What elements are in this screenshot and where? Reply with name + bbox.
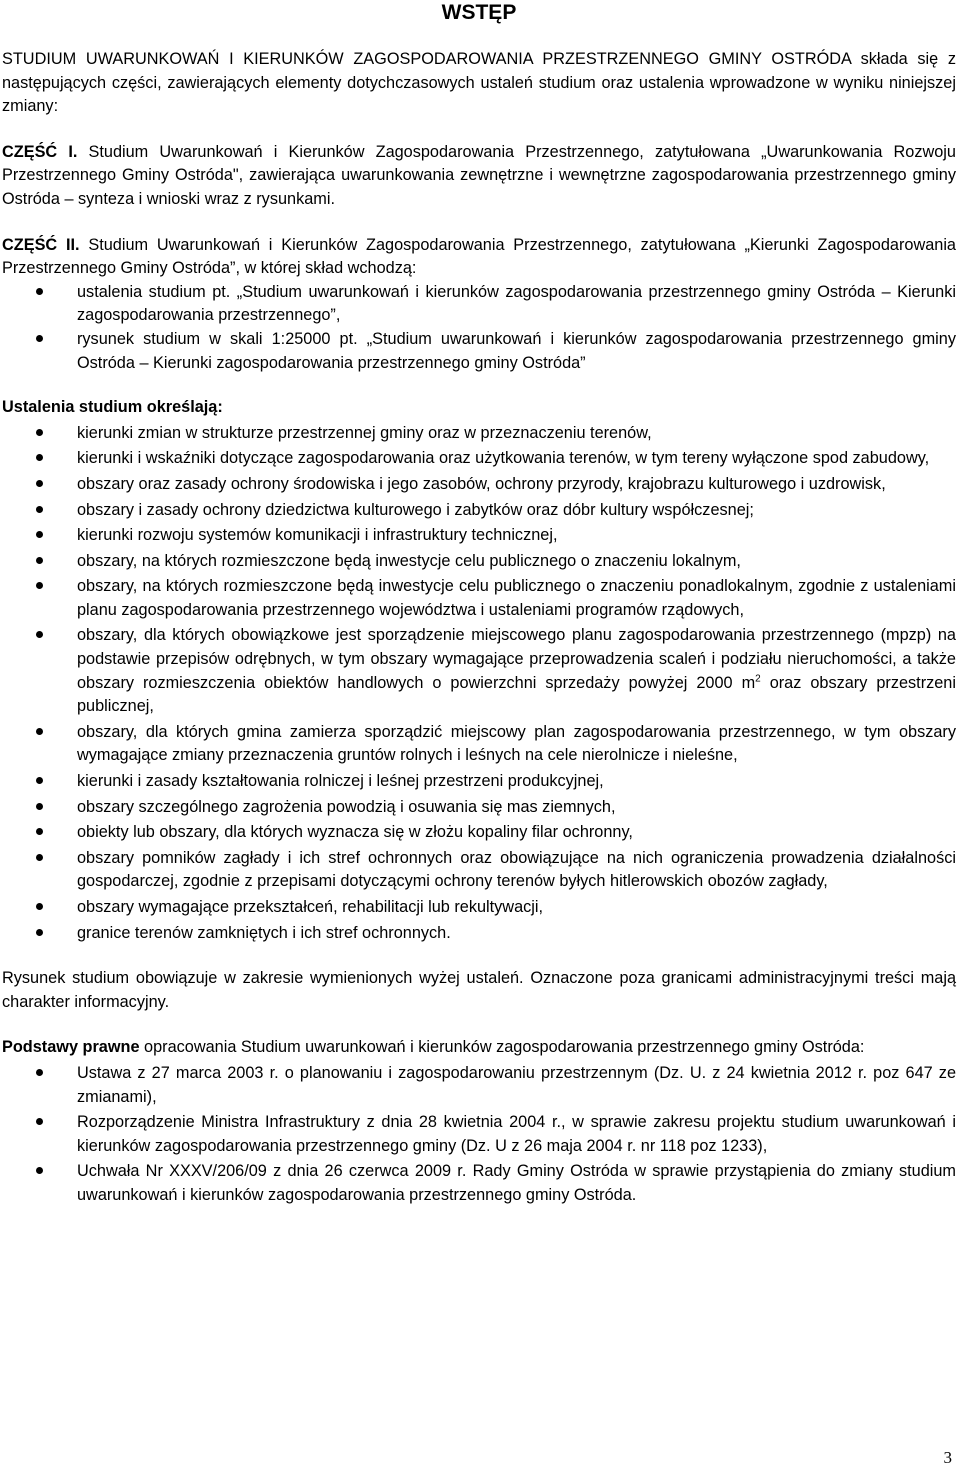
legal-basis-list bbox=[2, 1062, 956, 1208]
bullet-icon bbox=[36, 828, 43, 835]
list-item: Rozporządzenie Ministra Infrastruktury z dnia 28 kwietnia 2004 r., w sprawie zakresu projektu studium uwarunkowań i kierunków zagospodarowania przestrzennego gminy (Dz. U z 26 maja 2004 r. nr 118 poz 1233), bbox=[2, 1111, 956, 1158]
legal-basis-text: opracowania Studium uwarunkowań i kierunków zagospodarowania przestrzennego gminy Ostróda: bbox=[139, 1038, 865, 1057]
part-2-text: Studium Uwarunkowań i Kierunków Zagospodarowania Przestrzennego, zatytułowana „Kierunki Zagospodarowania Przestrzennego Gminy Ostróda”, w której skład wchodzą: bbox=[2, 235, 956, 278]
list-item: kierunki i zasady kształtowania rolniczej i leśnej przestrzeni produkcyjnej, bbox=[2, 770, 956, 794]
list-item: kierunki rozwoju systemów komunikacji i infrastruktury technicznej, bbox=[2, 524, 956, 548]
list-item: obszary, na których rozmieszczone będą inwestycje celu publicznego o znaczeniu ponadlokalnym, zgodnie z ustaleniami planu zagospodarowania przestrzennego województwa i ustaleniami programów rządowych, bbox=[2, 575, 956, 622]
bullet-icon bbox=[36, 854, 43, 861]
list-item: obszary oraz zasady ochrony środowiska i jego zasobów, ochrony przyrody, krajobrazu kulturowego i uzdrowisk, bbox=[2, 473, 956, 497]
list-item: Ustawa z 27 marca 2003 r. o planowaniu i zagospodarowaniu przestrzennym (Dz. U. z 24 kwietnia 2012 r. poz 647 ze zmianami), bbox=[2, 1062, 956, 1109]
part-2-list bbox=[2, 281, 956, 375]
list-item: rysunek studium w skali 1:25000 pt. „Studium uwarunkowań i kierunków zagospodarowania przestrzennego gminy Ostróda – Kierunki zagospodarowania przestrzennego gminy Ostróda” bbox=[2, 328, 956, 375]
list-item: ustalenia studium pt. „Studium uwarunkowań i kierunków zagospodarowania przestrzennego gminy Ostróda – Kierunki zagospodarowania przestrzennego”, bbox=[2, 281, 956, 328]
list-item: obszary, dla których obowiązkowe jest sporządzenie miejscowego planu zagospodarowania przestrzennego (mpzp) na podstawie przepisów odrębnych, w tym obszary wymagające przeprowadzenia scaleń i podziału nieruchomości, a także obszary rozmieszczenia obiektów handlowych o powierzchni sprzedaży powyżej 2000 $m^2$ oraz obszary przestrzeni publicznej, bbox=[2, 624, 956, 718]
drawing-note-paragraph: Rysunek studium obowiązuje w zakresie wymienionych wyżej ustaleń. Oznaczone poza granicami administracyjnymi treści mają charakter informacyjny. bbox=[2, 969, 956, 1011]
document-content bbox=[2, 0, 956, 1208]
bullet-icon bbox=[36, 1118, 43, 1125]
bullet-icon bbox=[36, 480, 43, 487]
bullet-icon bbox=[36, 429, 43, 436]
bullet-icon bbox=[36, 557, 43, 564]
legal-basis-paragraph bbox=[2, 1036, 956, 1060]
bullet-icon bbox=[36, 929, 43, 936]
part-2-paragraph bbox=[2, 234, 956, 281]
list-item: obszary pomników zagłady i ich stref ochronnych oraz obowiązujące na nich ograniczenia prowadzenia działalności gospodarczej, zgodnie z przepisami dotyczącymi ochrony terenów byłych hitlerowskich obozów zagłady, bbox=[2, 847, 956, 894]
bullet-icon bbox=[36, 454, 43, 461]
part-1-paragraph bbox=[2, 141, 956, 212]
part-2-heading: CZĘŚĆ II. bbox=[2, 235, 80, 254]
list-item: obszary szczególnego zagrożenia powodzią i osuwania się mas ziemnych, bbox=[2, 796, 956, 820]
list-item: obiekty lub obszary, dla których wyznacza się w złożu kopaliny filar ochronny, bbox=[2, 821, 956, 845]
bullet-icon bbox=[36, 803, 43, 810]
bullet-icon bbox=[36, 728, 43, 735]
findings-heading: Ustalenia studium określają: bbox=[2, 398, 223, 417]
list-item: kierunki zmian w strukturze przestrzennej gminy oraz w przeznaczeniu terenów, bbox=[2, 422, 956, 446]
part-1-heading: CZĘŚĆ I. bbox=[2, 142, 78, 161]
list-item: kierunki i wskaźniki dotyczące zagospodarowania oraz użytkowania terenów, w tym tereny wyłączone spod zabudowy, bbox=[2, 447, 956, 471]
bullet-icon bbox=[36, 1167, 43, 1174]
bullet-icon bbox=[36, 506, 43, 513]
list-item: obszary, na których rozmieszczone będą inwestycje celu publicznego o znaczeniu lokalnym, bbox=[2, 550, 956, 574]
list-item: obszary i zasady ochrony dziedzictwa kulturowego i zabytków oraz dóbr kultury współczesnej; bbox=[2, 499, 956, 523]
legal-basis-heading: Podstawy prawne bbox=[2, 1038, 140, 1057]
intro-paragraph: STUDIUM UWARUNKOWAŃ I KIERUNKÓW ZAGOSPODAROWANIA PRZESTRZENNEGO GMINY OSTRÓDA składa się z następujących części, zawierających elementy dotychczasowych ustaleń studium oraz ustalenia wprowadzone w wyniku niniejszej zmiany: bbox=[2, 50, 956, 116]
part-1-text: Studium Uwarunkowań i Kierunków Zagospodarowania Przestrzennego, zatytułowana „Uwarunkowania Rozwoju Przestrzennego Gminy Ostróda", zawierająca uwarunkowania zewnętrzne i wewnętrzne zagospodarowania przestrzennego gminy Ostróda – synteza i wnioski wraz z rysunkami. bbox=[2, 142, 956, 208]
bullet-icon bbox=[36, 582, 43, 589]
bullet-icon bbox=[36, 903, 43, 910]
list-item: granice terenów zamkniętych i ich stref ochronnych. bbox=[2, 922, 956, 946]
list-item: obszary wymagające przekształceń, rehabilitacji lub rekultywacji, bbox=[2, 896, 956, 920]
bullet-icon bbox=[36, 1069, 43, 1076]
bullet-icon bbox=[36, 531, 43, 538]
page-title: WSTĘP bbox=[441, 1, 517, 24]
bullet-icon bbox=[36, 777, 43, 784]
list-item: Uchwała Nr XXXV/206/09 z dnia 26 czerwca 2009 r. Rady Gminy Ostróda w sprawie przystąpienia do zmiany studium uwarunkowań i kierunków zagospodarowania przestrzennego gminy Ostróda. bbox=[2, 1160, 956, 1207]
list-item: obszary, dla których gmina zamierza sporządzić miejscowy plan zagospodarowania przestrzennego, w tym obszary wymagające zmiany przeznaczenia gruntów rolnych i leśnych na cele nierolnicze i nieleśne, bbox=[2, 721, 956, 768]
superscript: 2 bbox=[755, 673, 761, 685]
bullet-icon bbox=[36, 288, 43, 295]
bullet-icon bbox=[36, 631, 43, 638]
bullet-icon bbox=[36, 335, 43, 342]
page-number: 3 bbox=[943, 1448, 952, 1467]
findings-list bbox=[2, 422, 956, 945]
